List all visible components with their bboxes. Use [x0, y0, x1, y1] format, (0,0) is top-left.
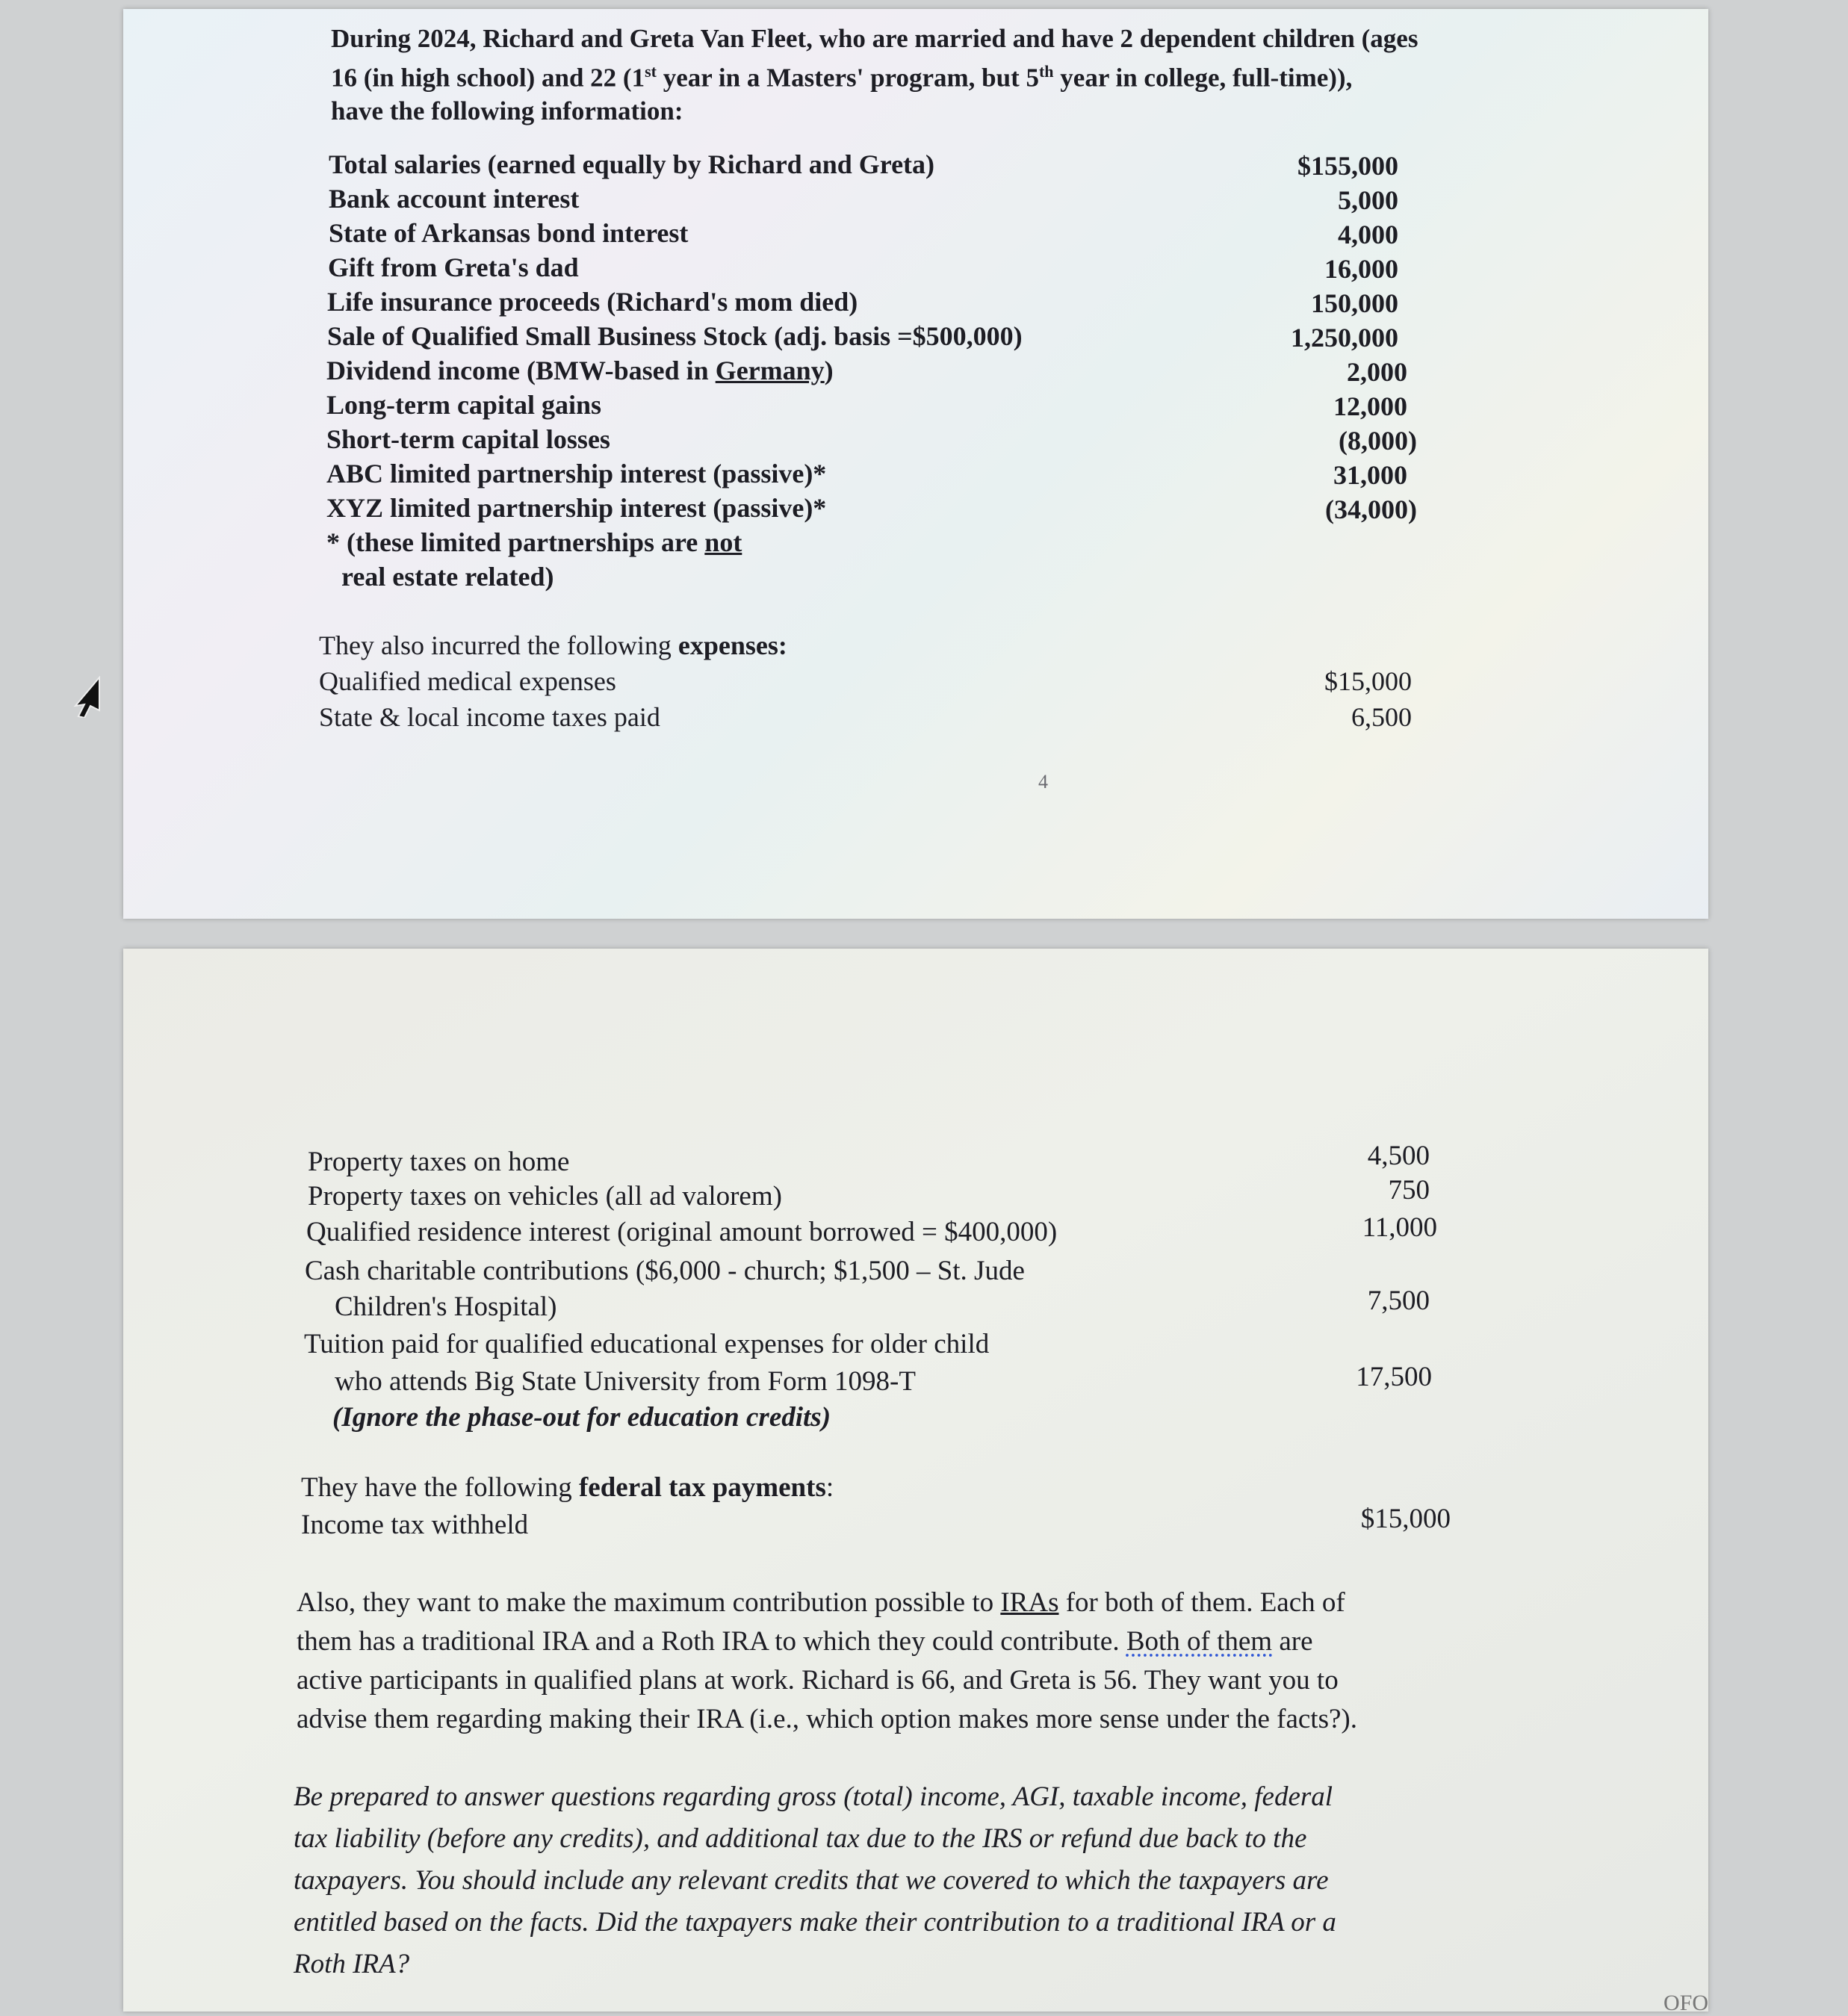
expense-label-tuition-line-2: who attends Big State University from Form 1098-T	[335, 1366, 916, 1397]
income-amount-life-insurance: 150,000	[1311, 288, 1398, 318]
ira-paragraph	[297, 1584, 1701, 1739]
closing-line-3: taxpayers. You should include any relevant credits that we covered to which the taxpayers are	[294, 1865, 1329, 1896]
closing-line-1: Be prepared to answer questions regarding gross (total) income, AGI, taxable income, federal	[294, 1781, 1333, 1812]
income-label-xyz-partnership: XYZ limited partnership interest (passive)*	[326, 493, 827, 523]
income-amount-bank-interest: 5,000	[1338, 185, 1398, 215]
expense-amount-state-taxes: 6,500	[1351, 702, 1412, 732]
income-label-bank-interest: Bank account interest	[329, 184, 580, 214]
income-label-bond-interest: State of Arkansas bond interest	[329, 218, 689, 248]
intro-paragraph	[331, 22, 1646, 128]
document-page-2	[123, 949, 1708, 2015]
expense-label-tuition-line-1: Tuition paid for qualified educational expenses for older child	[304, 1329, 990, 1359]
income-label-qsbs-sale: Sale of Qualified Small Business Stock (adj. basis =$500,000)	[327, 321, 1023, 351]
intro-line-3: have the following information:	[331, 96, 683, 125]
closing-line-2: tax liability (before any credits), and additional tax due to the IRS or refund due back to the	[294, 1823, 1307, 1854]
document-page-1	[123, 9, 1708, 919]
income-label-abc-partnership: ABC limited partnership interest (passive)*	[326, 459, 827, 489]
payment-amount-withheld: $15,000	[1360, 1504, 1451, 1534]
expense-amount-property-vehicles: 750	[1388, 1175, 1430, 1206]
income-amount-gift: 16,000	[1324, 254, 1398, 284]
ira-line-2: them has a traditional IRA and a Roth IRA to which they could contribute. Both of them are	[297, 1626, 1313, 1657]
income-amount-salaries: $155,000	[1297, 151, 1398, 181]
payment-label-withheld: Income tax withheld	[301, 1510, 529, 1540]
income-amount-xyz-partnership: (34,000)	[1325, 494, 1417, 524]
closing-paragraph	[294, 1776, 1698, 1985]
expense-label-state-taxes: State & local income taxes paid	[319, 702, 660, 732]
income-label-dividend: Dividend income (BMW-based in Germany)	[326, 356, 834, 385]
income-amount-abc-partnership: 31,000	[1333, 460, 1407, 490]
income-label-st-losses: Short-term capital losses	[326, 424, 610, 454]
income-label-life-insurance: Life insurance proceeds (Richard's mom died)	[327, 287, 858, 317]
footnote-line-1: * (these limited partnerships are not	[326, 527, 742, 557]
footnote-line-2: real estate related)	[341, 562, 554, 592]
income-amount-dividend: 2,000	[1347, 357, 1407, 387]
income-label-salaries: Total salaries (earned equally by Richard and Greta)	[329, 149, 935, 179]
corner-fragment: OFO	[1663, 1991, 1708, 2015]
intro-line-2: 16 (in high school) and 22 (1st year in a Masters' program, but 5th year in college, full-time)),	[331, 62, 1353, 93]
closing-line-4: entitled based on the facts. Did the taxpayers make their contribution to a traditional IRA or a	[294, 1907, 1336, 1938]
expense-label-charity-line-1: Cash charitable contributions ($6,000 - church; $1,500 – St. Jude	[305, 1256, 1025, 1286]
intro-line-1: During 2024, Richard and Greta Van Fleet, who are married and have 2 dependent children (ages	[331, 24, 1418, 53]
closing-line-5: Roth IRA?	[294, 1949, 410, 1979]
income-label-gift: Gift from Greta's dad	[328, 252, 579, 282]
expense-label-charity-line-2: Children's Hospital)	[335, 1291, 557, 1322]
expense-amount-property-home: 4,500	[1367, 1141, 1430, 1171]
expense-amount-medical: $15,000	[1324, 666, 1412, 696]
income-amount-lt-gains: 12,000	[1333, 391, 1407, 421]
ira-line-3: active participants in qualified plans at work. Richard is 66, and Greta is 56. They want you to	[297, 1665, 1339, 1696]
income-amount-st-losses: (8,000)	[1339, 426, 1417, 456]
expense-label-residence-interest: Qualified residence interest (original amount borrowed = $400,000)	[306, 1217, 1058, 1247]
expense-amount-charity: 7,500	[1367, 1285, 1430, 1316]
payments-header: They have the following federal tax payments:	[301, 1472, 834, 1503]
ira-line-4: advise them regarding making their IRA (i.e., which option makes more sense under the facts?).	[297, 1704, 1357, 1734]
expense-label-medical: Qualified medical expenses	[319, 666, 616, 696]
income-amount-bond-interest: 4,000	[1338, 220, 1398, 249]
page-number: 4	[1038, 771, 1048, 793]
mouse-cursor-icon	[71, 676, 104, 718]
expense-label-tuition-line-3: (Ignore the phase-out for education credits)	[332, 1402, 831, 1433]
expense-label-property-vehicles: Property taxes on vehicles (all ad valorem)	[308, 1181, 782, 1212]
ira-line-1: Also, they want to make the maximum contribution possible to IRAs for both of them. Each of	[297, 1587, 1345, 1618]
income-label-lt-gains: Long-term capital gains	[326, 390, 601, 420]
expense-amount-residence-interest: 11,000	[1362, 1212, 1437, 1243]
expense-label-property-home: Property taxes on home	[308, 1147, 570, 1177]
expense-amount-tuition: 17,500	[1356, 1362, 1432, 1392]
expenses-header: They also incurred the following expenses:	[319, 630, 787, 660]
income-amount-qsbs-sale: 1,250,000	[1291, 323, 1398, 353]
